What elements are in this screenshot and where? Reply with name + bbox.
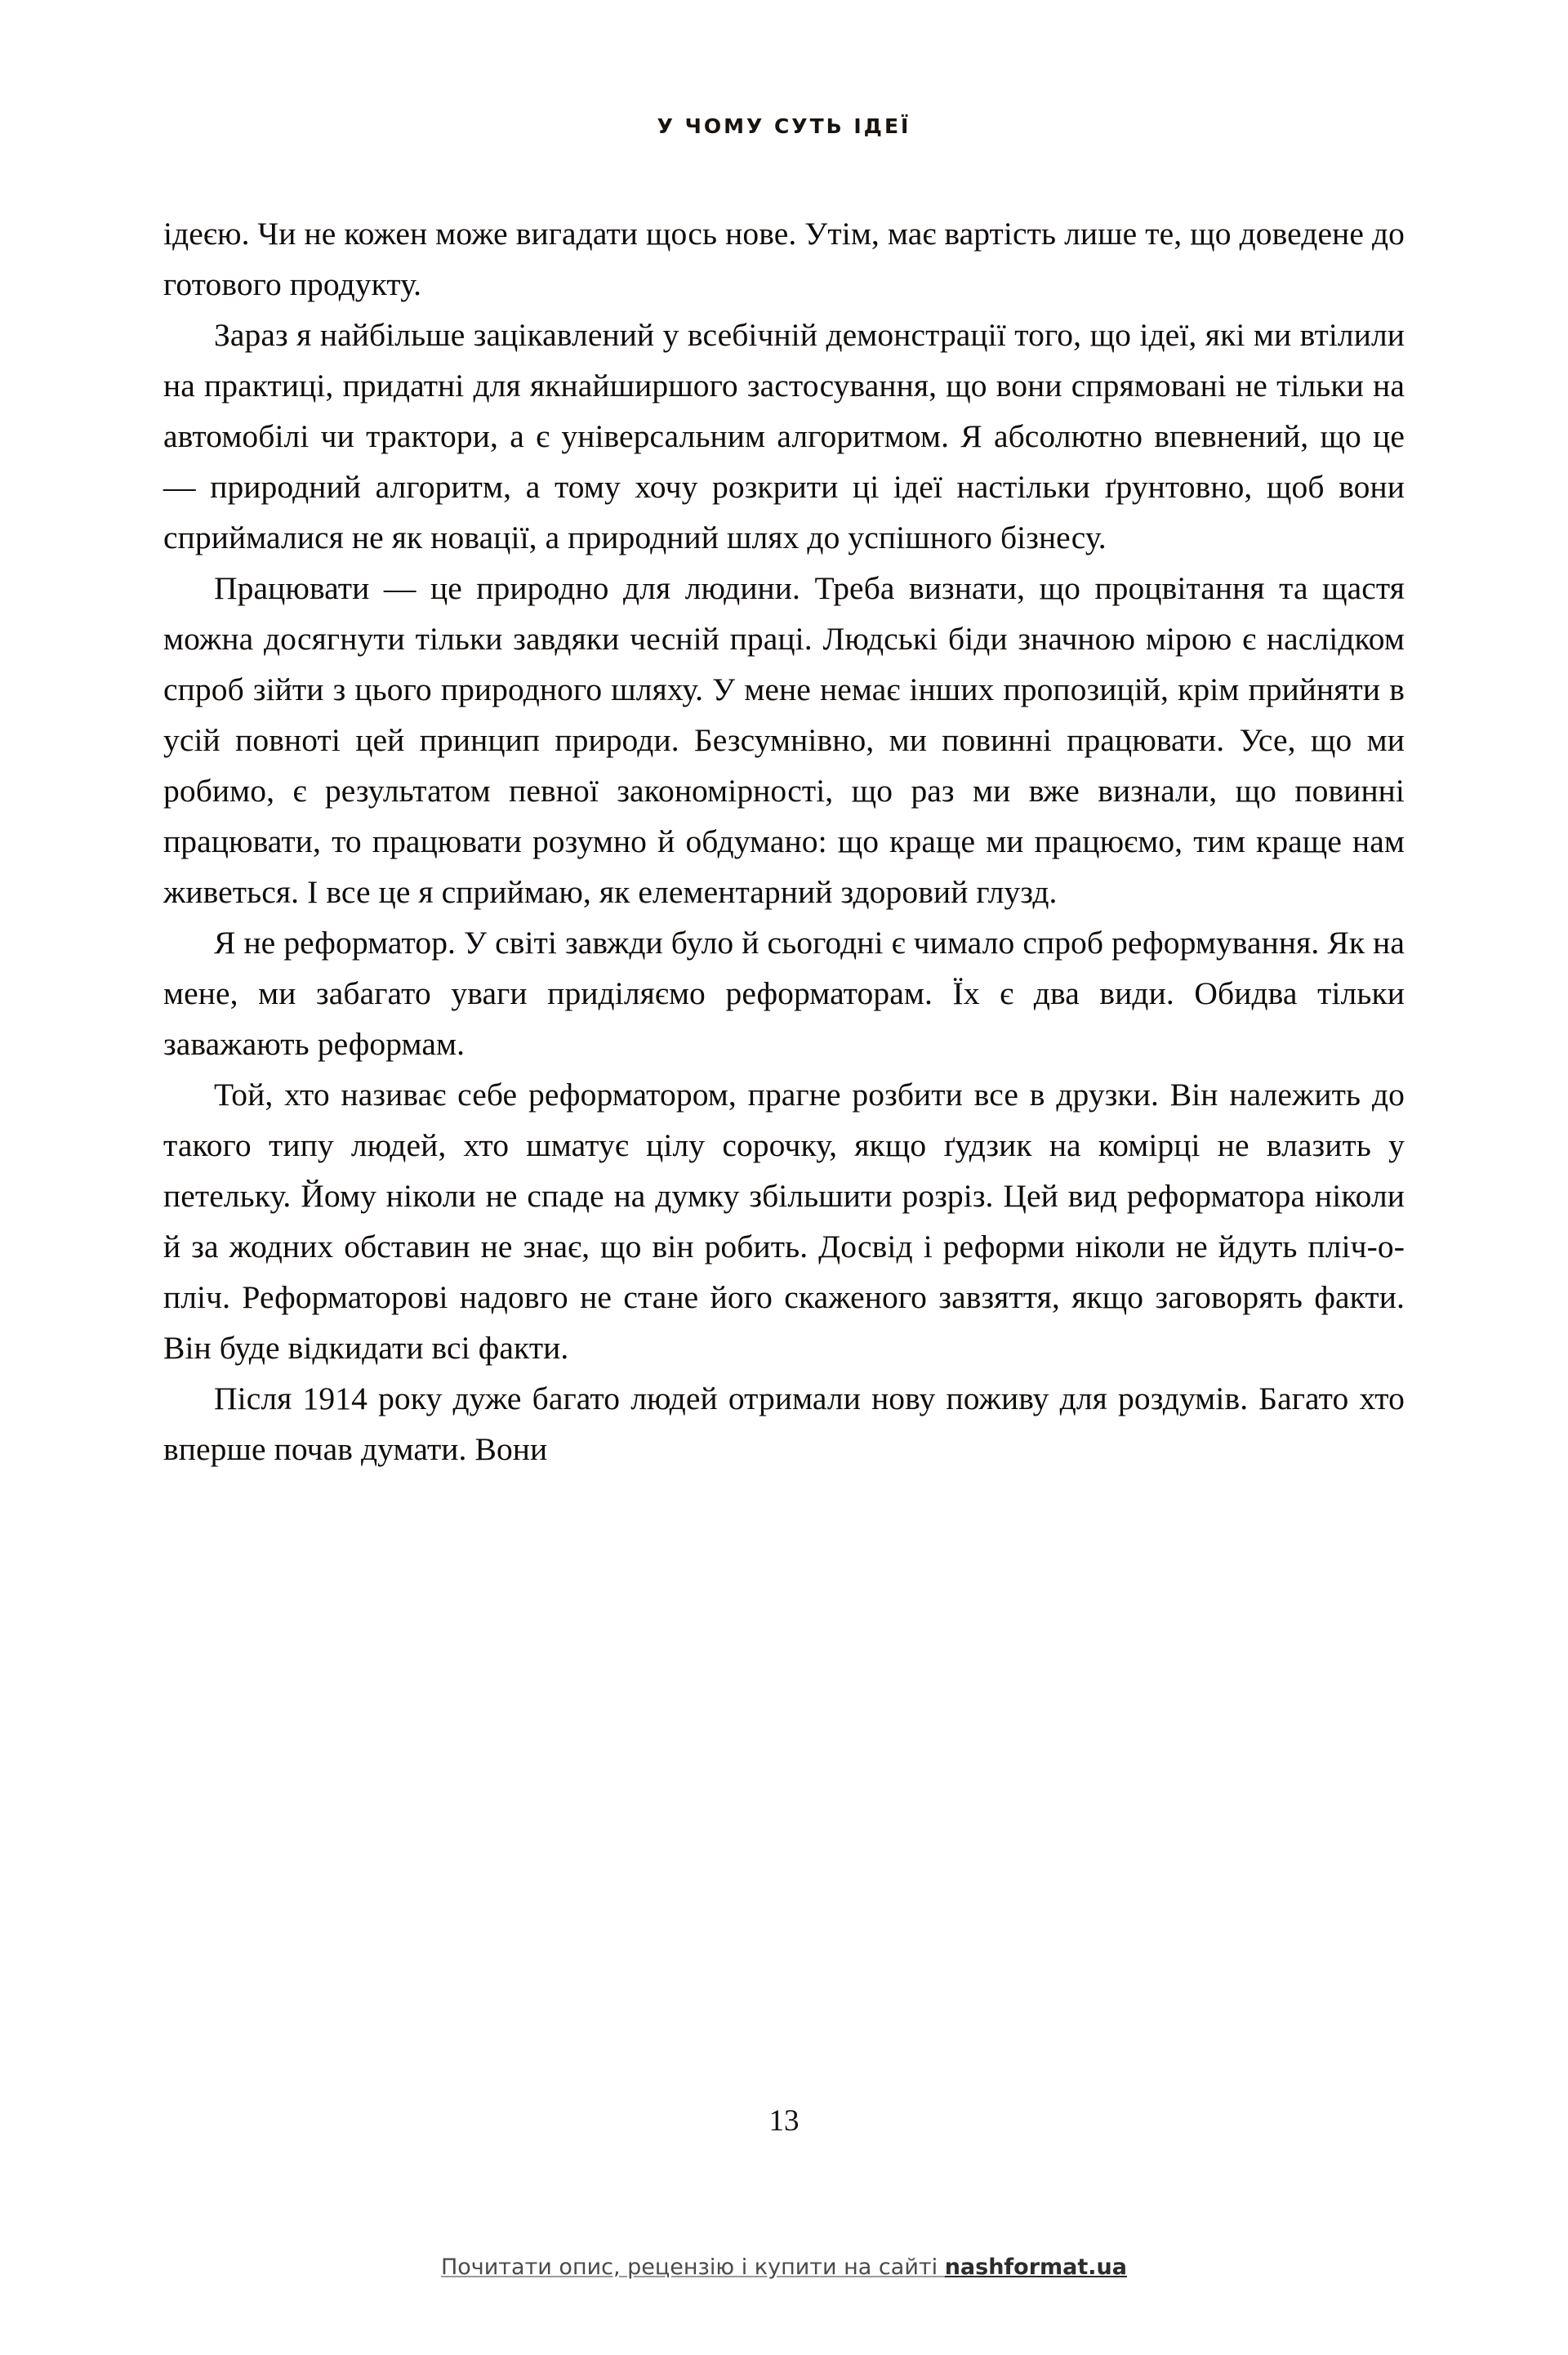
paragraph: Я не реформатор. У світі завжди було й сьогодні є чимало спроб реформування. Як на мене, ми забагато уваги приділяємо реформаторам. Їх є два види. Обидва тільки заважають реформам. [163, 925, 1405, 1062]
paragraph: Той, хто називає себе реформатором, прагне розбити все в друзки. Він належить до такого типу людей, хто шматує цілу сорочку, якщо ґудзик на комірці не влазить у петельку. Йому ніколи не спаде на думку збільшити розріз. Цей вид реформатора ніколи й за жодних обставин не знає, що він робить. Досвід і реформи ніколи не йдуть пліч-о-пліч. Реформаторові надовго не стане його скаженого завзяття, якщо заговорять факти. Він буде відкидати всі факти. [163, 1077, 1405, 1366]
paragraph: Після 1914 року дуже багато людей отримали нову поживу для роздумів. Багато хто вперше почав думати. Вони [163, 1380, 1405, 1467]
body-text-column [163, 208, 1405, 1474]
footer-site-link[interactable]: nashformat.ua [944, 2255, 1127, 2280]
page-number: 13 [768, 2104, 800, 2138]
paragraph: Зараз я найбільше зацікавлений у всебічній демонстрації того, що ідеї, які ми втілили на практиці, придатні для якнайширшого застосування, що вони спрямовані не тільки на автомобілі чи трактори, а є універсальним алгоритмом. Я абсолютно впевнений, що це — природний алгоритм, а тому хочу розкрити ці ідеї настільки ґрунтовно, щоб вони сприймалися не як новації, а природний шлях до успішного бізнесу. [163, 317, 1405, 555]
paragraph: ідеєю. Чи не кожен може вигадати щось нове. Утім, має вартість лише те, що доведене до готового продукту. [163, 216, 1405, 302]
running-head: У ЧОМУ СУТЬ ІДЕЇ [657, 114, 911, 138]
paragraph: Працювати — це природно для людини. Треба визнати, що процвітання та щастя можна досягнути тільки завдяки чесній праці. Людські біди значною мірою є наслідком спроб зійти з цього природного шляху. У мене немає інших пропозицій, крім прийняти в усій повноті цей принцип природи. Безсумнівно, ми повинні працювати. Усе, що ми робимо, є результатом певної закономірності, що раз ми вже визнали, що повинні працювати, то працювати розумно й обдумано: що краще ми працюємо, тим краще нам живеться. І все це я сприймаю, як елементарний здоровий глузд. [163, 570, 1405, 910]
footer-promo-text: Почитати опис, рецензію і купити на сайті [440, 2255, 945, 2280]
footer-promo [0, 2255, 1568, 2280]
